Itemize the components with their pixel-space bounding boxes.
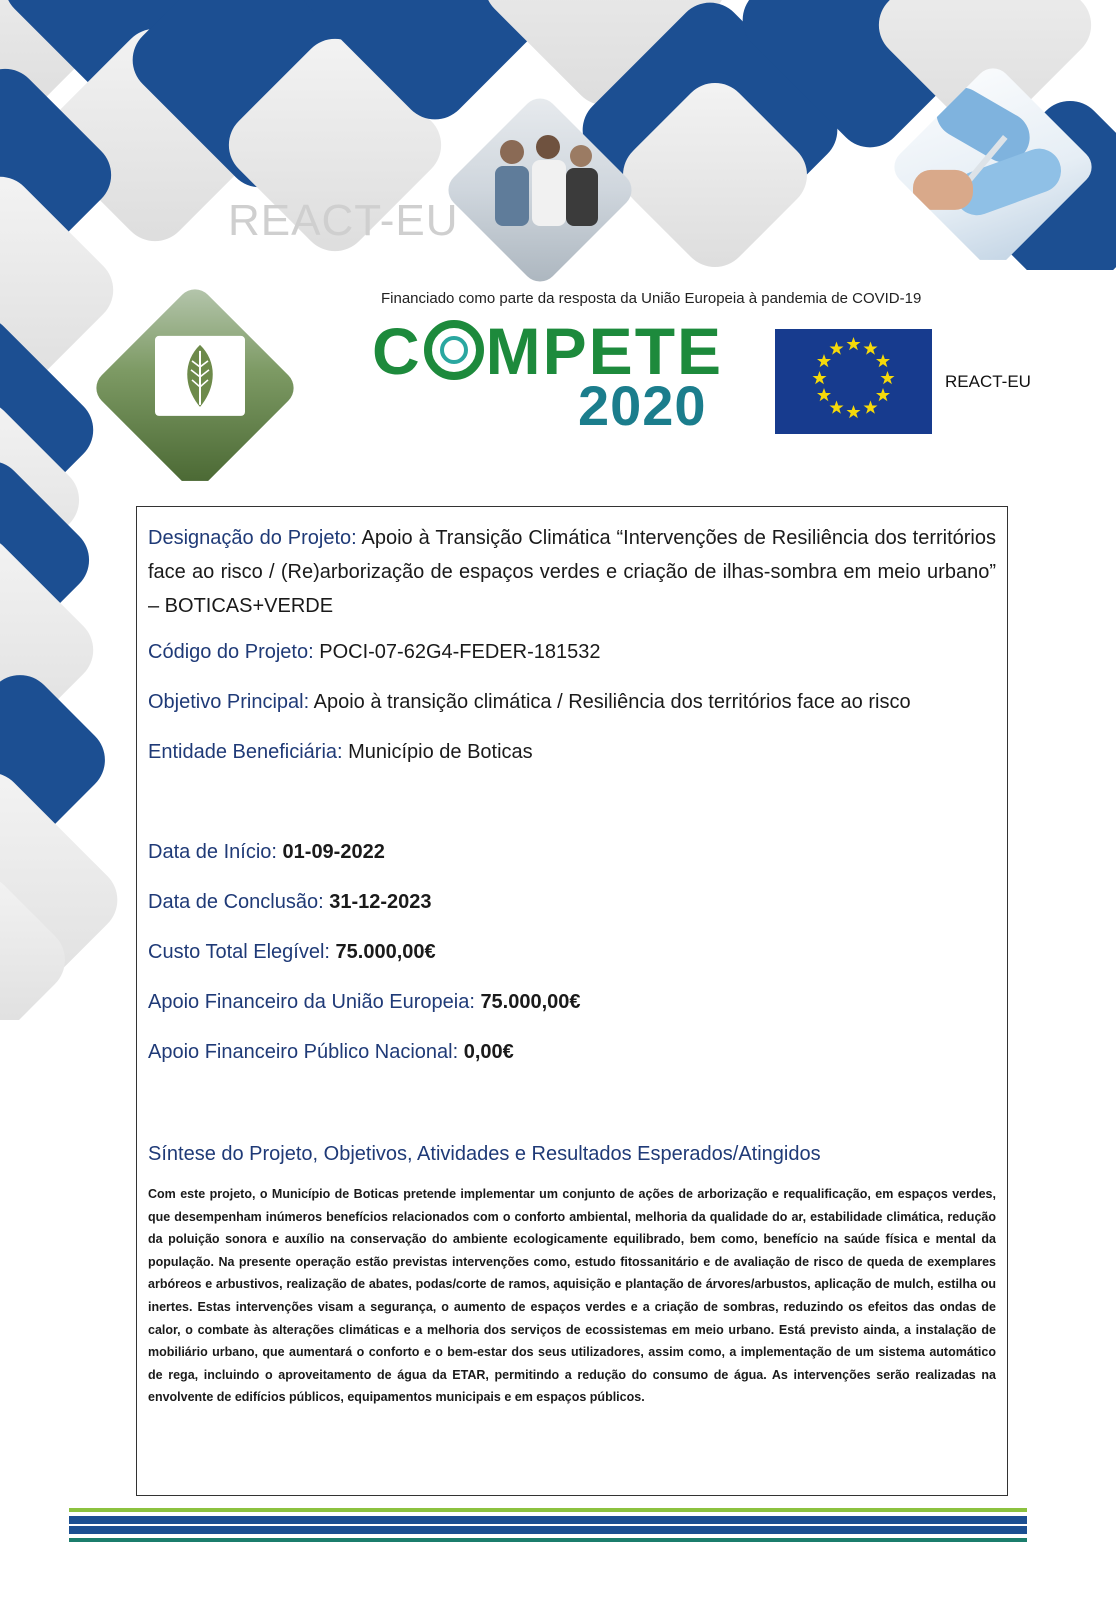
footer-stripe-teal [69, 1538, 1027, 1542]
eu-support-value: 75.000,00€ [480, 991, 581, 1013]
synthesis-title: Síntese do Projeto, Objetivos, Atividades e Resultados Esperados/Atingidos [148, 1143, 821, 1165]
code-value: POCI-07-62G4-FEDER-181532 [319, 641, 601, 663]
national-support-row [148, 1035, 996, 1069]
entity-row [148, 735, 996, 769]
national-support-label: Apoio Financeiro Público Nacional: [148, 1041, 459, 1063]
eu-stars-icon [775, 329, 932, 434]
react-eu-label: REACT-EU [945, 372, 1031, 391]
entity-label: Entidade Beneficiária: [148, 741, 343, 763]
objective-label: Objetivo Principal: [148, 691, 310, 713]
project-info-box [136, 506, 1008, 1496]
national-support-value: 0,00€ [463, 1041, 514, 1063]
end-date-label: Data de Conclusão: [148, 891, 324, 913]
start-date-value: 01-09-2022 [282, 841, 385, 863]
compete-swirl-icon [424, 320, 484, 380]
footer-stripe-blue [69, 1526, 1027, 1534]
react-eu-watermark: REACT-EU [228, 196, 459, 245]
end-date-value: 31-12-2023 [329, 891, 432, 913]
code-row [148, 635, 996, 669]
objective-value: Apoio à transição climática / Resiliência dos territórios face ao risco [313, 691, 911, 713]
eu-support-label: Apoio Financeiro da União Europeia: [148, 991, 475, 1013]
code-label: Código do Projeto: [148, 641, 314, 663]
cost-row [148, 935, 996, 969]
compete-letter-c: C [372, 314, 422, 388]
designation-value: Apoio à Transição Climática “Intervenções de Resiliência dos territórios face ao risco / (Re)arborização de espaços verdes e criação de ilhas-sombra em meio urbano” – BOTICAS+VERDE [148, 527, 996, 617]
cost-value: 75.000,00€ [335, 941, 436, 963]
objective-row [148, 685, 996, 719]
leaf-photo [89, 282, 301, 494]
synthesis-text: Com este projeto, o Município de Boticas pretende implementar um conjunto de ações de arborização e requalificação, em espaços verdes, que desempenham inúmeros benefícios relacionados com o conforto ambiental, melhoria da qualidade do ar, estabilidade climática, redução da poluição sonora e auxílio na conservação do ambiente ecologicamente equilibrado, bem como, benefício na saúde física e mental da população. Na presente operação estão previstas intervenções como, estudo fitossanitário e de avaliação de risco de queda de exemplares arbóreos e arbustivos, realização de abates, podas/corte de ramos, aquisição e plantação de árvores/arbustos, aplicação de mulch, estilha ou inertes. Estas intervenções visam a segurança, o aumento de espaços verdes e a criação de sombras, reduzindo os efeitos das ondas de calor, o combate às alterações climáticas e a melhoria dos serviços de ecossistemas em meio urbano. Está previsto ainda, a instalação de mobiliário urbano, que aumentará o conforto e o bem-estar dos seus utilizadores, assim como, a implementação de um sistema automático de rega, incluindo o aproveitamento de água da ETAR, permitindo a redução do consumo de água. As intervenções serão realizadas na envolvente de edifícios públicos, equipamentos municipais e em espaços públicos. [148, 1187, 996, 1405]
footer-stripe-blue [69, 1516, 1027, 1524]
designation-label: Designação do Projeto: [148, 527, 357, 549]
leaf-icon [183, 343, 217, 409]
start-date-row [148, 835, 996, 869]
eu-flag [775, 329, 932, 434]
eu-support-row [148, 985, 996, 1019]
end-date-row [148, 885, 996, 919]
cost-label: Custo Total Elegível: [148, 941, 330, 963]
footer-stripe-green [69, 1508, 1027, 1512]
compete-letters: MPETE [485, 314, 724, 388]
entity-value: Município de Boticas [348, 741, 533, 763]
designation-row [148, 521, 996, 623]
compete-year: 2020 [578, 374, 707, 437]
funding-statement: Financiado como parte da resposta da União Europeia à pandemia de COVID-19 [381, 290, 922, 307]
start-date-label: Data de Início: [148, 841, 277, 863]
